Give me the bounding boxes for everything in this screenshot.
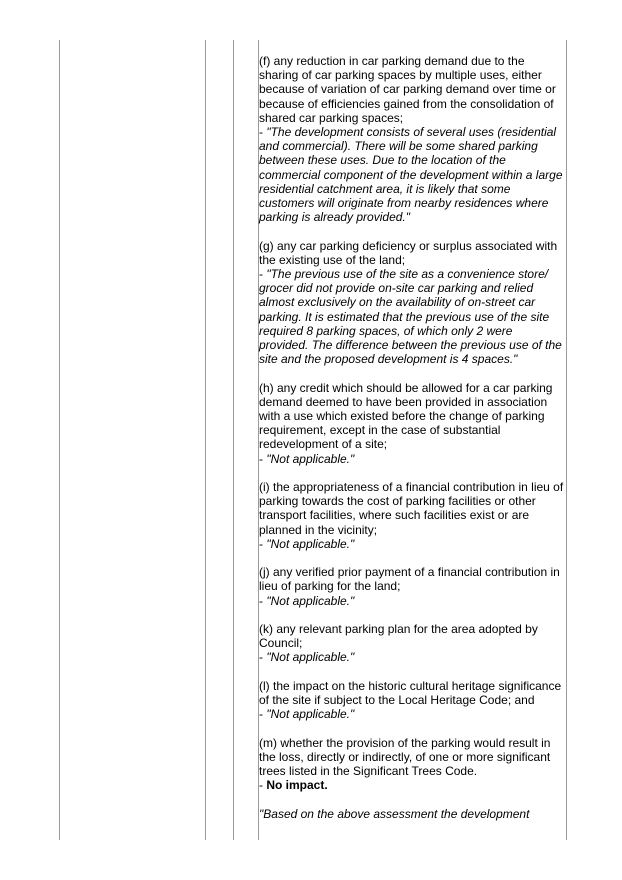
criterion-response [259, 267, 565, 366]
criterion-j [259, 565, 565, 608]
criterion-m [259, 736, 565, 793]
response-text: No impact. [266, 778, 328, 793]
criterion-response [259, 594, 565, 608]
criterion-response [259, 125, 565, 224]
table-border-col-3 [233, 40, 234, 840]
response-text: "The development consists of several uses (residential and commercial). There will be some shared parking between these uses. Due to the location of the commercial component of the development within a large residential catchment area, it is likely that some customers will originate from nearby residences where parking is already provided." [259, 125, 563, 225]
criterion-text: (l) the impact on the historic cultural heritage significance of the site if subject to the Local Heritage Code; and [259, 678, 562, 708]
criterion-g [259, 239, 565, 367]
response-dash: - [259, 125, 267, 140]
criterion-text: (k) any relevant parking plan for the area adopted by Council; [259, 622, 538, 651]
response-dash: - [259, 593, 267, 608]
criterion-text: (f) any reduction in car parking demand due to the sharing of car parking spaces by multiple uses, either because of variation of car parking demand over time or because of efficiencies gained from the consolidation of shared car parking spaces; [259, 54, 556, 125]
criterion-text: (h) any credit which should be allowed for a car parking demand deemed to have been provided in association with a use which existed before the change of parking requirement, except in the case of substantial redevelopment of a site; [259, 380, 553, 452]
criterion-response [259, 452, 565, 466]
response-text: "Not applicable." [266, 593, 355, 608]
response-text: "Not applicable." [266, 650, 355, 665]
criterion-f [259, 54, 565, 224]
response-dash: - [259, 650, 267, 665]
table-border-right [566, 40, 567, 840]
criterion-response [259, 650, 565, 664]
table-border-col-2 [205, 40, 206, 840]
response-text: "Not applicable." [266, 536, 355, 551]
response-dash: - [259, 778, 267, 793]
criterion-text: (j) any verified prior payment of a financial contribution in lieu of parking for the land; [259, 565, 560, 594]
response-text: "The previous use of the site as a convenience store/ grocer did not provide on-site car parking and relied almost exclusively on the availability of on-street car parking. It is estimated that the previous use of the site required 8 parking spaces, of which only 2 were provided. The difference between the previous use of the site and the proposed development is 4 spaces." [259, 267, 562, 367]
assessment-conclusion: "Based on the above assessment the development [259, 806, 530, 821]
assessment-cell [259, 54, 565, 821]
table-border-left [59, 40, 60, 840]
criterion-l [259, 679, 565, 722]
criterion-text: (m) whether the provision of the parking would result in the loss, directly or indirectly, of one or more significant trees listed in the Significant Trees Code. [259, 735, 551, 779]
criterion-text: (g) any car parking deficiency or surplus associated with the existing use of the land; [259, 238, 558, 267]
response-text: "Not applicable." [266, 451, 355, 466]
criterion-response [259, 778, 565, 792]
criterion-text: (i) the appropriateness of a financial contribution in lieu of parking towards the cost of parking facilities or other transport facilities, where such facilities exist or are planned in the vicinity; [259, 480, 564, 537]
criterion-response [259, 707, 565, 721]
response-dash: - [259, 536, 267, 551]
criterion-i [259, 480, 565, 551]
criterion-k [259, 622, 565, 665]
criterion-response [259, 537, 565, 551]
criterion-h [259, 381, 565, 466]
response-dash: - [259, 267, 267, 282]
response-dash: - [259, 451, 267, 466]
response-dash: - [259, 707, 267, 722]
response-text: "Not applicable." [266, 707, 355, 722]
